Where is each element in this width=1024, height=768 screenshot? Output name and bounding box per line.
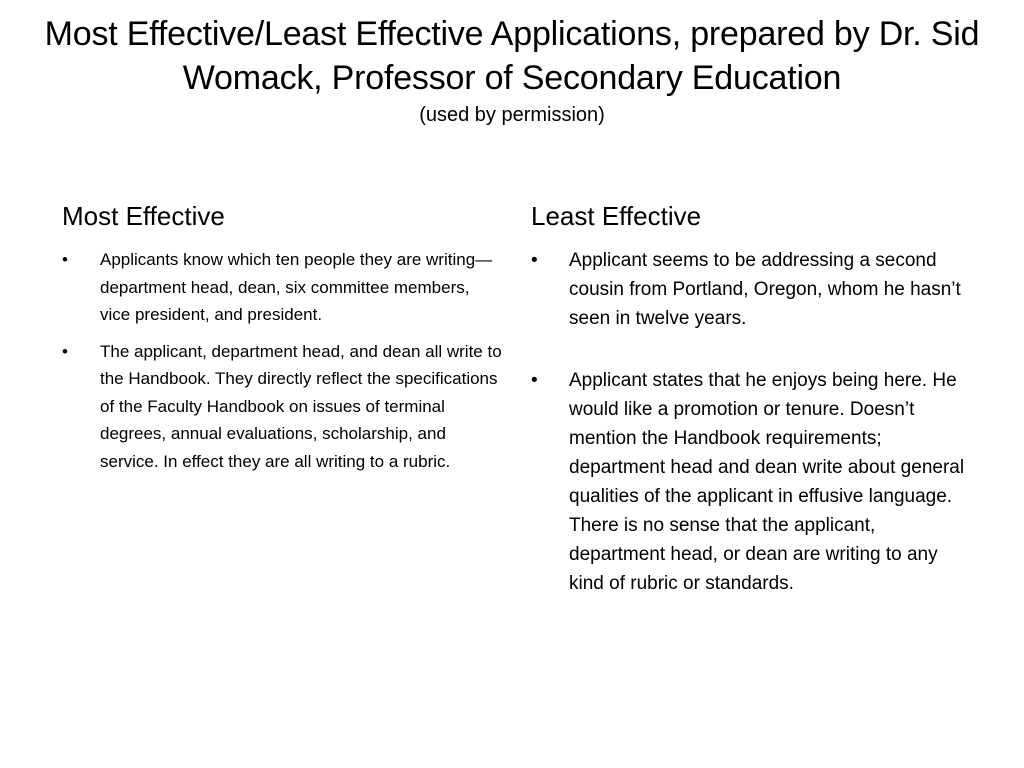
most-effective-list: [62, 246, 502, 475]
least-effective-column: [531, 198, 971, 631]
list-item-text: Applicant states that he enjoys being here. He would like a promotion or tenure. Doesn’t mention the Handbook requirements; department head and dean write about general qualities of the applicant in effusive language. There is no sense that the applicant, department head, or dean are writing to any kind of rubric or standards.: [569, 370, 965, 594]
list-item: [62, 338, 502, 476]
list-item: [531, 366, 971, 598]
bullet-glyph: •: [62, 341, 68, 361]
least-effective-heading: Least Effective: [531, 201, 702, 231]
least-effective-list: [531, 246, 971, 598]
title-block: [40, 12, 984, 128]
most-effective-heading: Most Effective: [62, 201, 225, 231]
list-item-text: Applicants know which ten people they are writing—department head, dean, six committee members, vice president, and president.: [100, 250, 493, 324]
bullet-glyph: •: [531, 250, 538, 271]
slide-subtitle: (used by permission): [419, 104, 605, 126]
list-item-text: Applicant seems to be addressing a second cousin from Portland, Oregon, whom he hasn’t seen in twelve years.: [569, 250, 961, 329]
list-item: [531, 246, 971, 333]
bullet-glyph: •: [531, 370, 538, 391]
slide-title: Most Effective/Least Effective Applications, prepared by Dr. Sid Womack, Professor of Secondary Education: [44, 15, 980, 97]
list-item-text: The applicant, department head, and dean all write to the Handbook. They directly reflect the specifications of the Faculty Handbook on issues of terminal degrees, annual evaluations, scholarship, and service. In effect they are all writing to a rubric.: [100, 341, 502, 471]
list-item: [62, 246, 502, 329]
most-effective-column: [62, 198, 502, 484]
bullet-glyph: •: [62, 250, 68, 269]
